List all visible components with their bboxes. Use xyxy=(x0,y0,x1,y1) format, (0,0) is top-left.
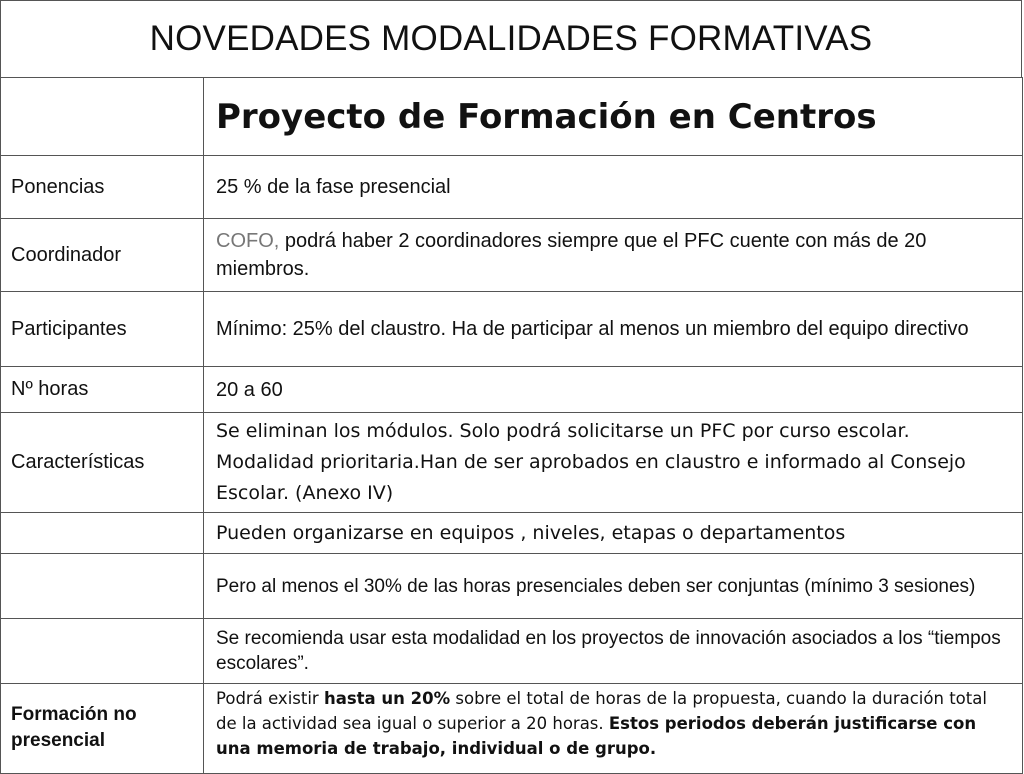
no-presencial-text-3: sobre el total de horas de la propuesta, cuando la duración total de la actividad sea igual o superior a 20 horas. xyxy=(216,689,987,733)
no-presencial-text-2: hasta un 20% xyxy=(323,689,451,708)
row-value xyxy=(204,684,1023,774)
table-header: Proyecto de Formación en Centros xyxy=(216,96,877,137)
row-label: Coordinador xyxy=(1,219,204,292)
no-presencial-text-1: Podrá existir xyxy=(216,689,324,708)
row-label xyxy=(1,513,204,554)
table-row xyxy=(1,684,1023,774)
modalidades-table xyxy=(0,77,1023,774)
row-label: Características xyxy=(1,413,204,513)
row-value: Se recomienda usar esta modalidad en los proyectos de innovación asociados a los “tiempos escolares”. xyxy=(204,619,1023,684)
row-value: Pero al menos el 30% de las horas presenciales deben ser conjuntas (mínimo 3 sesiones) xyxy=(204,554,1023,619)
coordinador-text: podrá haber 2 coordinadores siempre que el PFC cuente con más de 20 miembros. xyxy=(216,230,927,280)
row-label: Participantes xyxy=(1,292,204,367)
table-header-row xyxy=(1,78,1023,156)
row-value: Se eliminan los módulos. Solo podrá solicitarse un PFC por curso escolar. Modalidad prioritaria.Han de ser aprobados en claustro e informado al Consejo Escolar. (Anexo IV) xyxy=(204,413,1023,513)
table-row xyxy=(1,156,1023,219)
row-label: Nº horas xyxy=(1,367,204,413)
row-value: Mínimo: 25% del claustro. Ha de participar al menos un miembro del equipo directivo xyxy=(204,292,1023,367)
row-label: Formación no presencial xyxy=(1,684,204,774)
row-value: 25 % de la fase presencial xyxy=(204,156,1023,219)
table-row xyxy=(1,554,1023,619)
table-row xyxy=(1,513,1023,554)
cofo-text: COFO, xyxy=(216,230,280,252)
table-row xyxy=(1,619,1023,684)
page-title: NOVEDADES MODALIDADES FORMATIVAS xyxy=(0,0,1022,77)
row-label xyxy=(1,554,204,619)
table-row xyxy=(1,413,1023,513)
table-row xyxy=(1,367,1023,413)
table-row xyxy=(1,292,1023,367)
row-label xyxy=(1,619,204,684)
row-value xyxy=(204,219,1023,292)
row-value: Pueden organizarse en equipos , niveles, etapas o departamentos xyxy=(204,513,1023,554)
table-row xyxy=(1,219,1023,292)
row-value: 20 a 60 xyxy=(204,367,1023,413)
empty-cell xyxy=(1,78,204,156)
no-presencial-text-4: Estos periodos deberán justificarse con una memoria de trabajo, individual o de grupo. xyxy=(216,714,977,758)
row-label: Ponencias xyxy=(1,156,204,219)
